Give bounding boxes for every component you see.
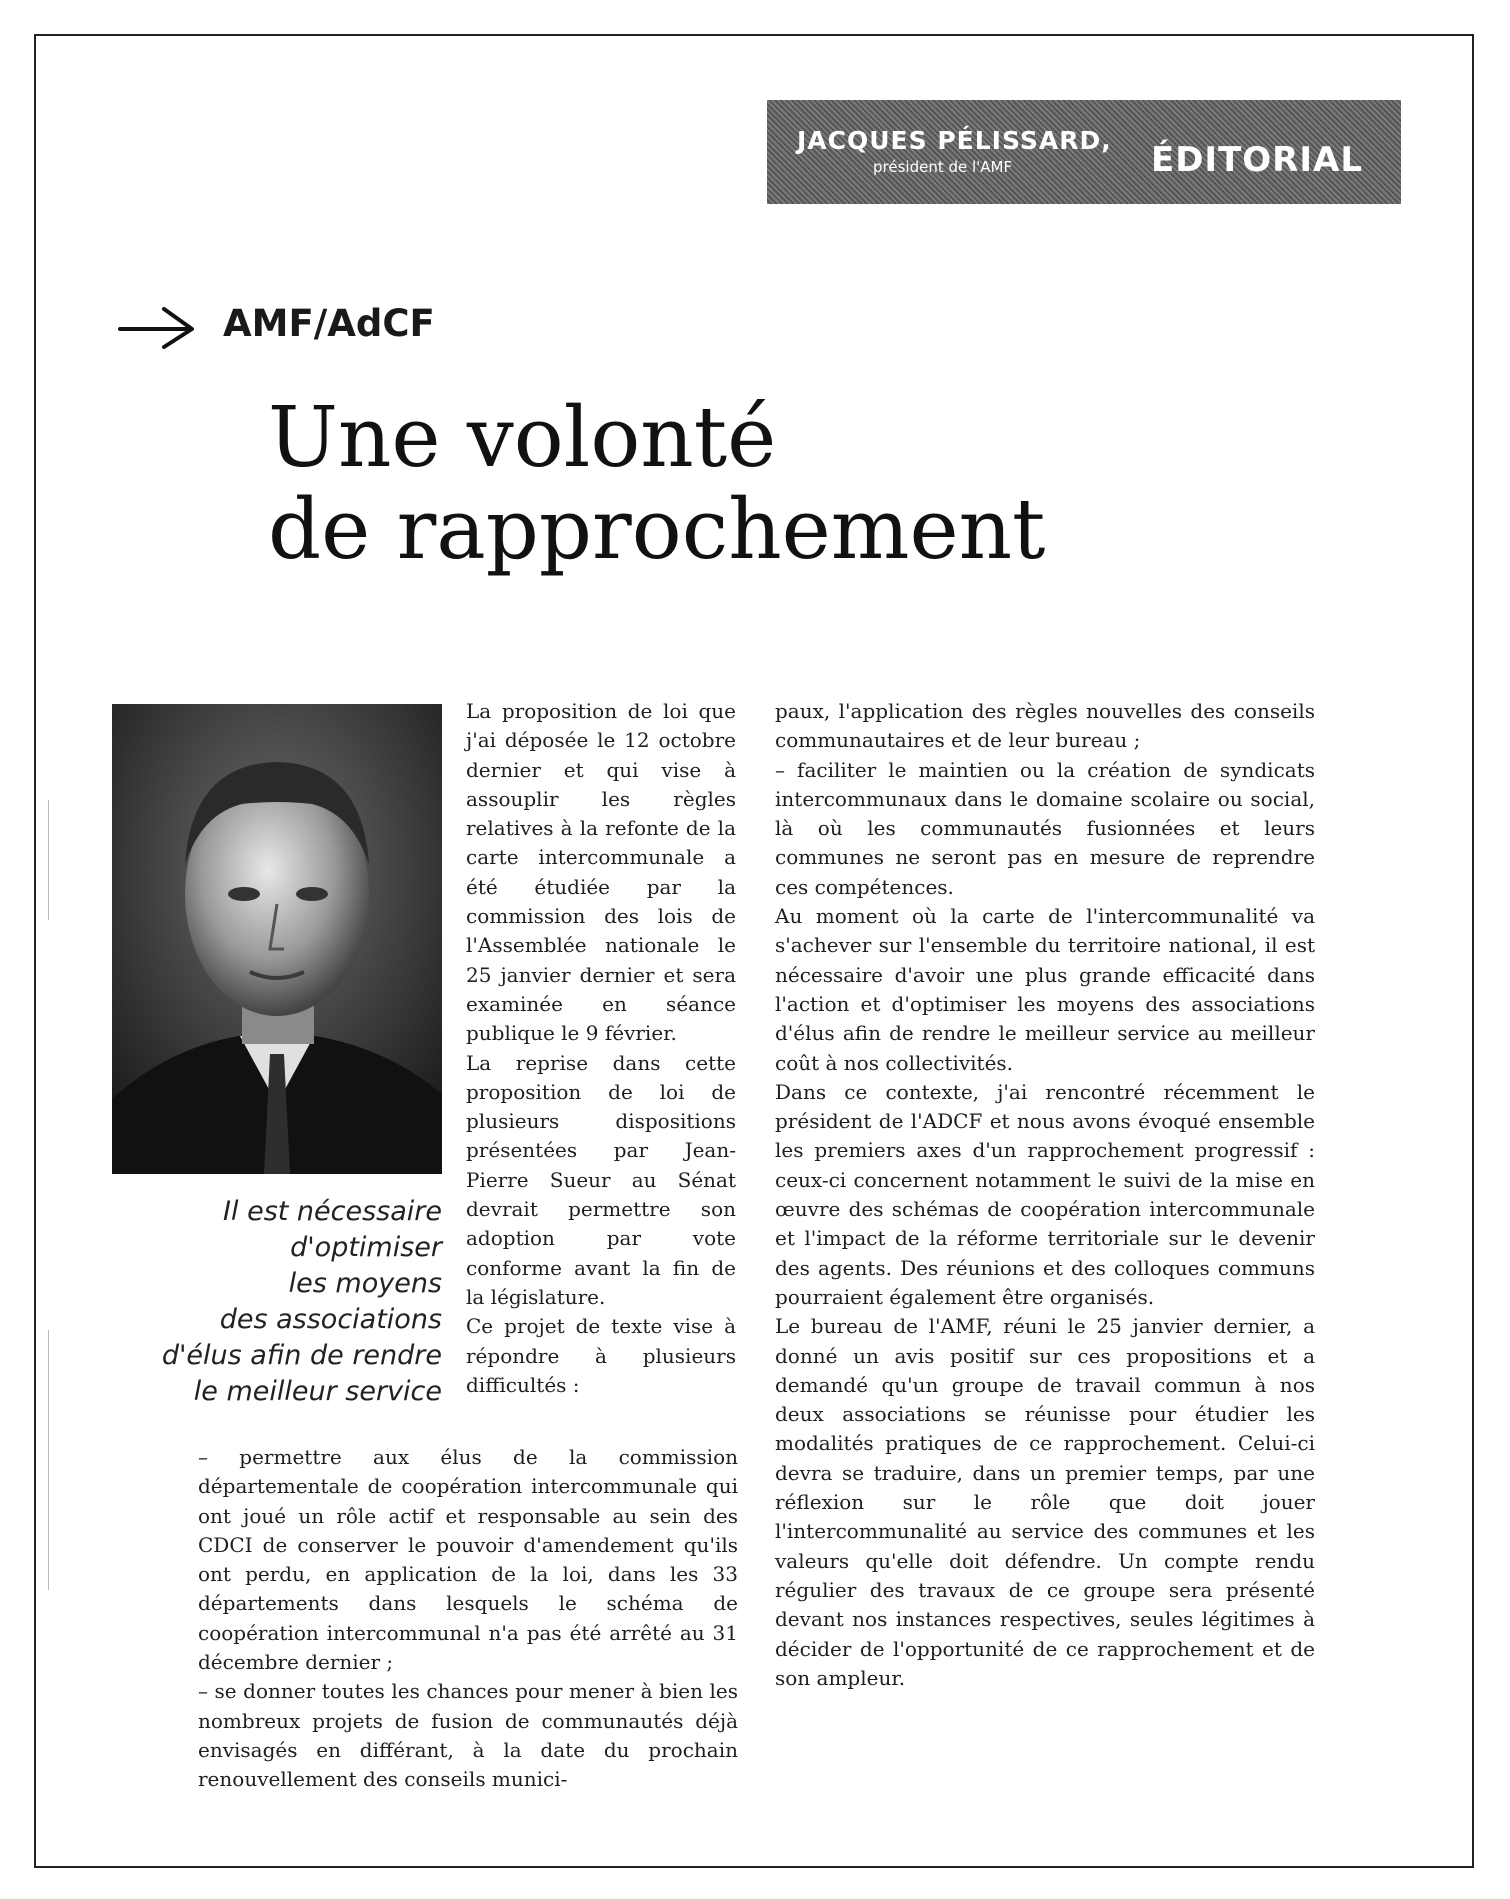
headline-line-2: de rapprochement	[268, 481, 1046, 578]
scan-mark	[48, 1330, 49, 1590]
editorial-banner	[767, 100, 1401, 204]
article-column-narrow	[466, 697, 736, 1400]
paragraph: La proposition de loi que j'ai déposée le 12 octobre dernier et qui vise à assouplir les règles relatives à la refonte de la carte intercommunale a été étudiée par la commission des lois de l'Assemblée nationale le 25 janvier dernier et sera examinée en séance publique le 9 février.	[466, 699, 736, 1046]
paragraph: paux, l'application des règles nouvelles des conseils communautaires et de leur bureau ;	[775, 699, 1315, 753]
paragraph: Dans ce contexte, j'ai rencontré récemment le président de l'ADCF et nous avons évoqué ensemble les premiers axes d'un rapprochement progressif : ceux-ci concernent notamment le suivi de la mise en œuvre des schémas de coopération intercommunale et l'impact de la réforme territoriale sur le devenir des agents. Des réunions et des colloques communs pourraient également être organisés.	[775, 1079, 1315, 1309]
arrow-right-icon	[118, 306, 196, 350]
category-label: AMF/AdCF	[223, 302, 435, 345]
paragraph: – se donner toutes les chances pour mener à bien les nombreux projets de fusion de communautés déjà envisagés en différant, à la date du prochain renouvellement des conseils munici-	[198, 1679, 738, 1792]
paragraph: Ce projet de texte vise à répondre à plusieurs difficultés :	[466, 1314, 736, 1397]
author-portrait	[112, 704, 442, 1174]
headline-line-1: Une volonté	[268, 389, 777, 486]
paragraph: Le bureau de l'AMF, réuni le 25 janvier dernier, a donné un avis positif sur ces propositions et a demandé qu'un groupe de travail commun à nos deux associations se réunisse pour étudier les modalités pratiques de ce rapprochement. Celui-ci devra se traduire, dans un premier temps, par une réflexion sur le rôle que doit jouer l'intercommunalité au service des communes et les valeurs qu'elle doit défendre. Un compte rendu régulier des travaux de ce groupe sera présenté devant nos instances respectives, seules légitimes à décider de l'opportunité de ce rapprochement et de son ampleur.	[775, 1314, 1315, 1690]
author-name: JACQUES PÉLISSARD,	[797, 126, 1112, 155]
article-column-bottom	[198, 1443, 738, 1795]
author-role: président de l'AMF	[873, 158, 1013, 176]
scan-mark	[48, 800, 49, 920]
article-column-right	[775, 697, 1315, 1693]
pull-quote: Il est nécessaire d'optimiser les moyens des associations d'élus afin de rendre le meilleur service	[161, 1196, 442, 1407]
section-label: ÉDITORIAL	[1150, 140, 1363, 180]
paragraph: – permettre aux élus de la commission départementale de coopération intercommunale qui ont joué un rôle actif et responsable au sein des CDCI de conserver le pouvoir d'amendement qu'ils ont perdu, en application de la loi, dans les 33 départements dans lesquels le schéma de coopération intercommunal n'a pas été arrêté au 31 décembre dernier ;	[198, 1445, 738, 1675]
paragraph: – faciliter le maintien ou la création de syndicats intercommunaux dans le domaine scolaire ou social, là où les communautés fusionnées et leurs communes ne seront pas en mesure de reprendre ces compétences.	[775, 757, 1315, 899]
paragraph: Au moment où la carte de l'intercommunalité va s'achever sur l'ensemble du territoire national, il est nécessaire d'avoir une plus grande efficacité dans l'action et d'optimiser les moyens des associations d'élus afin de rendre le meilleur service au meilleur coût à nos collectivités.	[775, 904, 1315, 1075]
headline	[268, 389, 1046, 578]
paragraph: La reprise dans cette proposition de loi de plusieurs dispositions présentées par Jean-Pierre Sueur au Sénat devrait permettre son adoption par vote conforme avant la fin de la législature.	[466, 1050, 736, 1309]
